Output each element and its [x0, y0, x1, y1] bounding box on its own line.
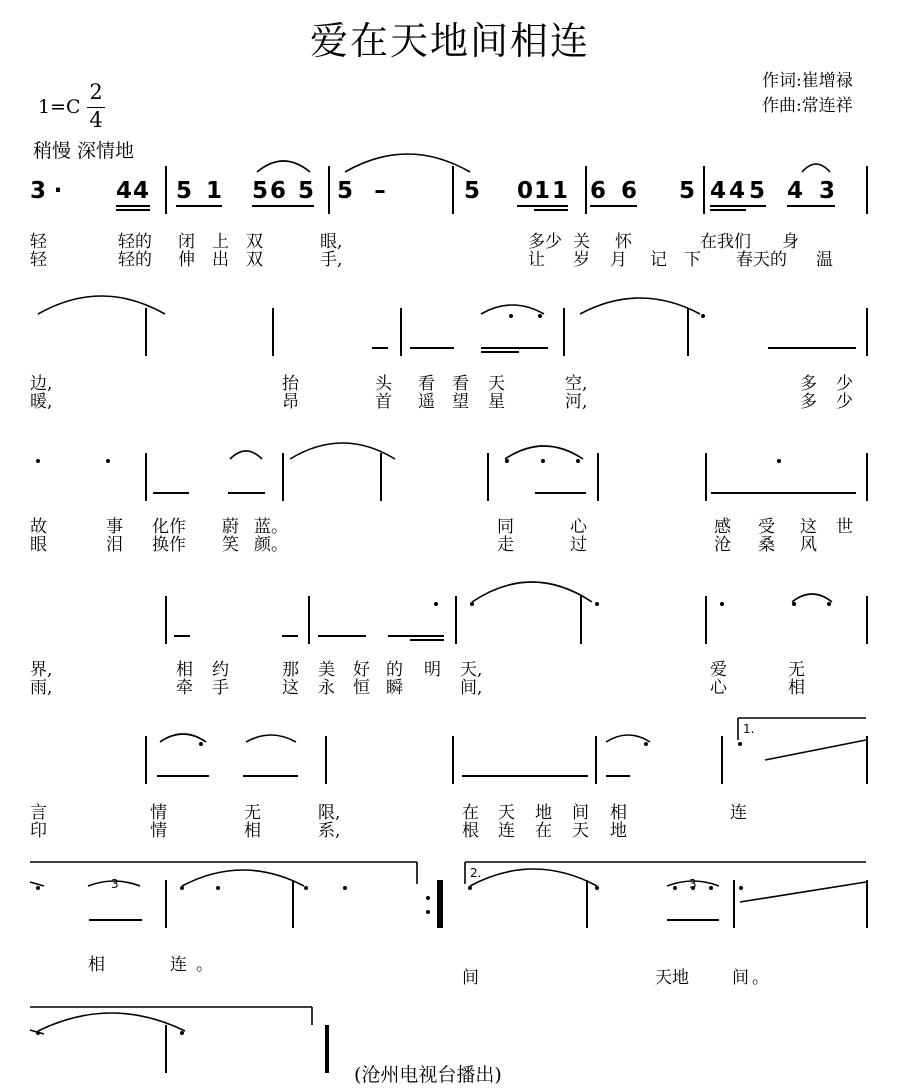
lyric-syllable: 星 [488, 392, 505, 412]
lyric-syllable: 那 [282, 660, 299, 680]
lyric-syllable: 瞬 [386, 678, 403, 698]
lyric-syllable: 轻的 [118, 232, 152, 252]
lyric-syllable: 关 [573, 232, 590, 252]
slur [38, 1013, 185, 1031]
triplet-mark: 3 [111, 877, 119, 891]
lyric-syllable: 春天的 [736, 250, 787, 270]
lyric-syllable: 少 [836, 392, 853, 412]
lyric-syllable: 受 [758, 517, 775, 537]
lyric-syllable: 看 [452, 374, 469, 394]
lyric-syllable: 岁 [573, 250, 590, 270]
slur [802, 164, 830, 172]
lyric-syllable: 双 [246, 232, 263, 252]
lyric-syllable: 爱 [710, 660, 727, 680]
lyric-syllable: 相 [244, 821, 261, 841]
lyric-syllable: 地 [535, 803, 552, 823]
lyric-syllable: 系, [318, 821, 341, 841]
lyricist-credit: 作词:崔增禄 [762, 71, 853, 91]
lyric-syllable: 首 [375, 392, 392, 412]
lyric-syllable: 身 [782, 232, 799, 252]
tempo-marking: 稍慢 深情地 [33, 140, 135, 162]
jianpu-note: – [374, 178, 386, 204]
key-signature: 1=C [38, 96, 81, 118]
lyric-syllable: 间, [460, 678, 483, 698]
slur [182, 870, 304, 886]
slur [257, 161, 310, 172]
jianpu-note: 3 [819, 178, 836, 204]
lyric-syllable: 相 [610, 803, 627, 823]
lyric-syllable: 事 [106, 517, 123, 537]
lyric-syllable: 言 [30, 803, 47, 823]
lyric-syllable: 无 [244, 803, 261, 823]
lyric-syllable: 间 [462, 968, 479, 988]
jianpu-note: 5 [749, 178, 766, 204]
time-signature-bottom: 4 [89, 108, 103, 132]
lyric-syllable: 桑 [758, 535, 775, 555]
lyric-syllable: 地 [610, 821, 627, 841]
lyric-syllable: 天 [488, 374, 505, 394]
lyric-syllable: 好 [353, 660, 370, 680]
jianpu-note: 4 [133, 178, 150, 204]
jianpu-note: 6 [590, 178, 607, 204]
lyric-syllable: 换作 [152, 535, 186, 555]
lyric-syllable: 多少 [528, 232, 562, 252]
jianpu-note: 4 [116, 178, 133, 204]
lyric-syllable: 约 [212, 660, 229, 680]
lyric-syllable: 沧 [714, 535, 731, 555]
lyric-syllable: 这 [800, 517, 817, 537]
lyric-syllable: 轻 [30, 250, 47, 270]
lyric-syllable: 雨, [30, 678, 53, 698]
lyric-syllable: 边, [30, 374, 53, 394]
jianpu-note: 4 [729, 178, 746, 204]
lyric-syllable: 间 [572, 803, 589, 823]
lyric-syllable: 轻的 [118, 250, 152, 270]
slur [470, 869, 597, 886]
jianpu-note: 1 [552, 178, 569, 204]
lyric-syllable: 情 [150, 803, 167, 823]
slur [345, 154, 470, 172]
lyric-syllable: 让 [528, 250, 545, 270]
lyric-syllable: 下 [684, 250, 701, 270]
slur [160, 734, 206, 742]
jianpu-note: · [53, 178, 63, 204]
lyric-syllable: 天地 [655, 968, 689, 988]
lyric-syllable: 印 [30, 821, 47, 841]
lyric-syllable: 同 [497, 517, 514, 537]
slur [792, 594, 832, 602]
phrase-tie [765, 740, 866, 760]
song-title: 爱在天地间相连 [309, 19, 590, 63]
slur [230, 451, 262, 459]
jianpu-note: 0 [517, 178, 534, 204]
lyric-syllable: 在我们 [700, 232, 751, 252]
lyric-syllable: 。 [196, 955, 213, 975]
lyric-syllable: 相 [88, 955, 105, 975]
lyric-syllable: 心 [710, 678, 727, 698]
lyric-syllable: 化作 [152, 517, 186, 537]
volta-2-label: 2. [470, 866, 482, 880]
lyric-syllable: 走 [497, 535, 514, 555]
lyric-syllable: 温 [816, 250, 833, 270]
lyric-syllable: 轻 [30, 232, 47, 252]
lyric-syllable: 遥 [418, 392, 435, 412]
lyric-syllable: 月 [610, 250, 627, 270]
lyric-syllable: 抬 [282, 374, 299, 394]
jianpu-note: 6 [270, 178, 287, 204]
lyric-syllable: 蔚 [222, 517, 239, 537]
jianpu-note: 1 [534, 178, 551, 204]
lyric-syllable: 出 [212, 250, 229, 270]
lyric-syllable: 风 [800, 535, 817, 555]
lyric-syllable: 空, [565, 374, 588, 394]
tie-hook [30, 1030, 44, 1034]
lyric-syllable: 手, [320, 250, 343, 270]
lyric-syllable: 眼 [30, 535, 47, 555]
triplet-mark: 3 [689, 877, 697, 891]
slur [580, 298, 700, 314]
jianpu-note: 1 [206, 178, 223, 204]
slur [290, 443, 395, 459]
slur [246, 735, 296, 742]
lyric-syllable: 怀 [615, 232, 632, 252]
jianpu-note: 5 [679, 178, 696, 204]
slur [481, 305, 544, 314]
lyric-syllable: 无 [788, 660, 805, 680]
lyric-syllable: 昂 [282, 392, 299, 412]
lyric-syllable: 牵 [176, 678, 193, 698]
lyric-syllable: 过 [570, 535, 587, 555]
jianpu-note: 5 [298, 178, 315, 204]
jianpu-note: 5 [252, 178, 269, 204]
lyric-syllable: 上 [212, 232, 229, 252]
lyric-syllable: 多 [800, 392, 817, 412]
lyric-syllable: 闭 [178, 232, 195, 252]
lyric-syllable: 明 [424, 660, 441, 680]
lyric-syllable: 相 [176, 660, 193, 680]
lyric-syllable: 天 [498, 803, 515, 823]
tie-hook [30, 882, 44, 886]
lyric-syllable: 多 [800, 374, 817, 394]
lyric-syllable: 望 [452, 392, 469, 412]
lyric-syllable: 界, [30, 660, 53, 680]
lyric-syllable: 限, [318, 803, 341, 823]
lyric-syllable: 泪 [106, 535, 123, 555]
lyric-syllable: 天, [460, 660, 483, 680]
lyric-syllable: 双 [246, 250, 263, 270]
lyric-syllable: 世 [836, 517, 853, 537]
lyric-syllable: 故 [30, 517, 47, 537]
lyric-syllable: 天 [572, 821, 589, 841]
lyric-syllable: 相 [788, 678, 805, 698]
lyric-syllable: 心 [570, 517, 587, 537]
jianpu-note: 6 [621, 178, 638, 204]
slur [38, 296, 165, 314]
lyric-syllable: 。 [752, 968, 769, 988]
broadcast-credit: (沧州电视台播出) [354, 1064, 502, 1086]
lyric-syllable: 连 [730, 803, 747, 823]
lyric-syllable: 的 [386, 660, 403, 680]
lyric-syllable: 伸 [178, 250, 195, 270]
lyric-syllable: 笑 [222, 535, 239, 555]
slur [606, 735, 650, 742]
lyric-syllable: 眼, [320, 232, 343, 252]
lyric-syllable: 永 [318, 678, 335, 698]
lyric-syllable: 情 [150, 821, 167, 841]
jianpu-note: 5 [464, 178, 481, 204]
volta-1-label: 1. [743, 722, 755, 736]
slur [472, 582, 592, 602]
lyric-syllable: 在 [535, 821, 552, 841]
lyric-syllable: 感 [714, 517, 731, 537]
jianpu-note: 4 [787, 178, 804, 204]
lyric-syllable: 河, [565, 392, 588, 412]
composer-credit: 作曲:常连祥 [762, 96, 853, 116]
lyric-syllable: 在 [462, 803, 479, 823]
lyric-syllable: 头 [375, 374, 392, 394]
lyric-syllable: 看 [418, 374, 435, 394]
time-signature-top: 2 [89, 80, 103, 104]
lyric-syllable: 手 [212, 678, 229, 698]
phrase-tie [740, 882, 866, 902]
lyric-syllable: 少 [836, 374, 853, 394]
lyric-syllable: 根 [462, 821, 479, 841]
slur [505, 446, 583, 459]
jianpu-note: 5 [337, 178, 354, 204]
lyric-syllable: 颜。 [254, 535, 288, 555]
lyric-syllable: 恒 [353, 678, 370, 698]
lyric-syllable: 记 [650, 250, 667, 270]
jianpu-note: 5 [176, 178, 193, 204]
lyric-syllable: 这 [282, 678, 299, 698]
lyric-syllable: 暖, [30, 392, 53, 412]
lyric-syllable: 间 [732, 968, 749, 988]
jianpu-note: 3 [30, 178, 47, 204]
lyric-syllable: 连 [498, 821, 515, 841]
lyric-syllable: 美 [318, 660, 335, 680]
lyric-syllable: 连 [170, 955, 187, 975]
lyric-syllable: 蓝。 [254, 517, 288, 537]
jianpu-note: 4 [710, 178, 727, 204]
